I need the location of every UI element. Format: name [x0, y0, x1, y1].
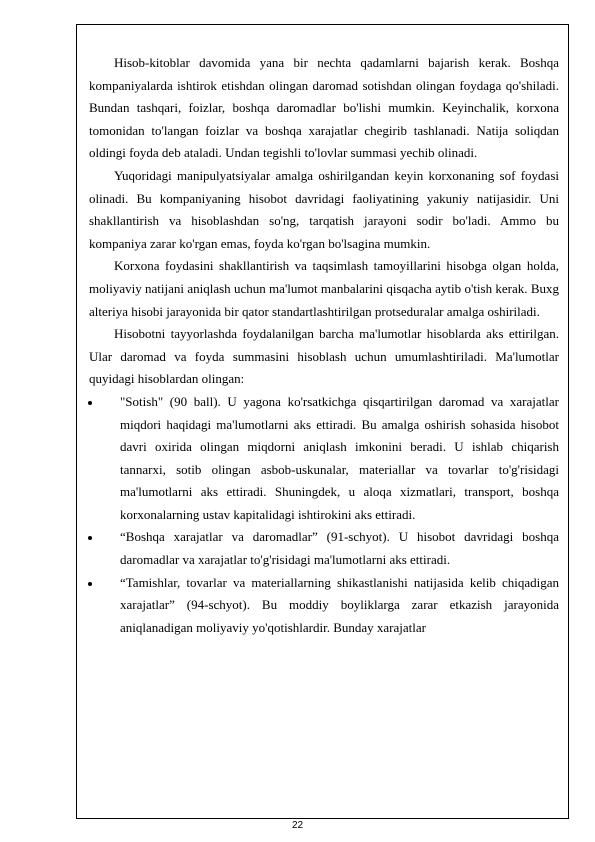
bullet-icon: [88, 582, 92, 586]
paragraph: Hisob-kitoblar davomida yana bir nechta qadamlarni bajarish kerak. Boshqa kompaniyalarda ishtirok etishdan olingan daromad sotishdan olingan foydaga qo'shiladi. Bundan tashqari, foizlar, boshqa daromadlar bo'lishi mumkin. Keyinchalik, korxona tomonidan to'langan foizlar va boshqa xarajatlar chegirib tashlanadi. Natija soliqdan oldingi foyda deb ataladi. Undan tegishli to'lovlar summasi yechib olinadi.: [89, 55, 559, 161]
paragraph: Korxona foydasini shakllantirish va taqsimlash tamoyillarini hisobga olgan holda, moliyaviy natijani aniqlash uchun ma'lumot manbalarini qisqacha aytib o'tish kerak. Buxg alteriya hisobi jarayonida bir qator standartlashtirilgan protseduralar amalga oshiriladi.: [89, 258, 559, 319]
paragraph: Yuqoridagi manipulyatsiyalar amalga oshirilgandan keyin korxonaning sof foydasi olinadi. Bu kompaniyaning hisobot davridagi faoliyatining yakuniy natijasidir. Uni shakllantirish va hisoblashdan so'ng, tarqatish jarayoni sodir bo'ladi. Ammo bu kompaniya zarar ko'rgan emas, foyda ko'rgan bo'lsagina mumkin.: [89, 167, 559, 251]
document-body: [89, 52, 559, 639]
page-number: 22: [291, 820, 304, 831]
list-item: [89, 572, 559, 640]
list-item: [89, 391, 559, 527]
bullet-list: [89, 391, 559, 640]
list-item-text: “Boshqa xarajatlar va daromadlar” (91-schyot). U hisobot davridagi boshqa daromadlar va xarajatlar to'g'risidagi ma'lumotlarni aks ettiradi.: [120, 529, 559, 568]
list-item-text: "Sotish" (90 ball). U yagona ko'rsatkichga qisqartirilgan daromad va xarajatlar miqdori haqidagi ma'lumotlarni aks ettiradi. Bu amalga oshirish sohasida hisobot davri oxirida olingan miqdorni aniqlash imkonini beradi. U ishlab chiqarish tannarxi, sotib olingan asbob-uskunalar, materiallar va tovarlar to'g'risidagi ma'lumotlarni aks ettiradi. Shuningdek, u aloqa xizmatlari, transport, boshqa korxonalarning ustav kapitalidagi ishtirokini aks ettiradi.: [120, 393, 559, 522]
bullet-icon: [88, 536, 92, 540]
list-item-text: “Tamishlar, tovarlar va materiallarning shikastlanishi natijasida kelib chiqadigan xarajatlar” (94-schyot). Bu moddiy boyliklarga zarar etkazish jarayonida aniqlanadigan moliyaviy yo'qotishlardir. Bunday xarajatlar: [120, 574, 559, 635]
list-item: [89, 526, 559, 571]
bullet-icon: [88, 401, 92, 405]
paragraph: Hisobotni tayyorlashda foydalanilgan barcha ma'lumotlar hisoblarda aks ettirilgan. Ular daromad va foyda summasini hisoblash uchun umumlashtiriladi. Ma'lumotlar quyidagi hisoblardan olingan:: [89, 326, 559, 387]
